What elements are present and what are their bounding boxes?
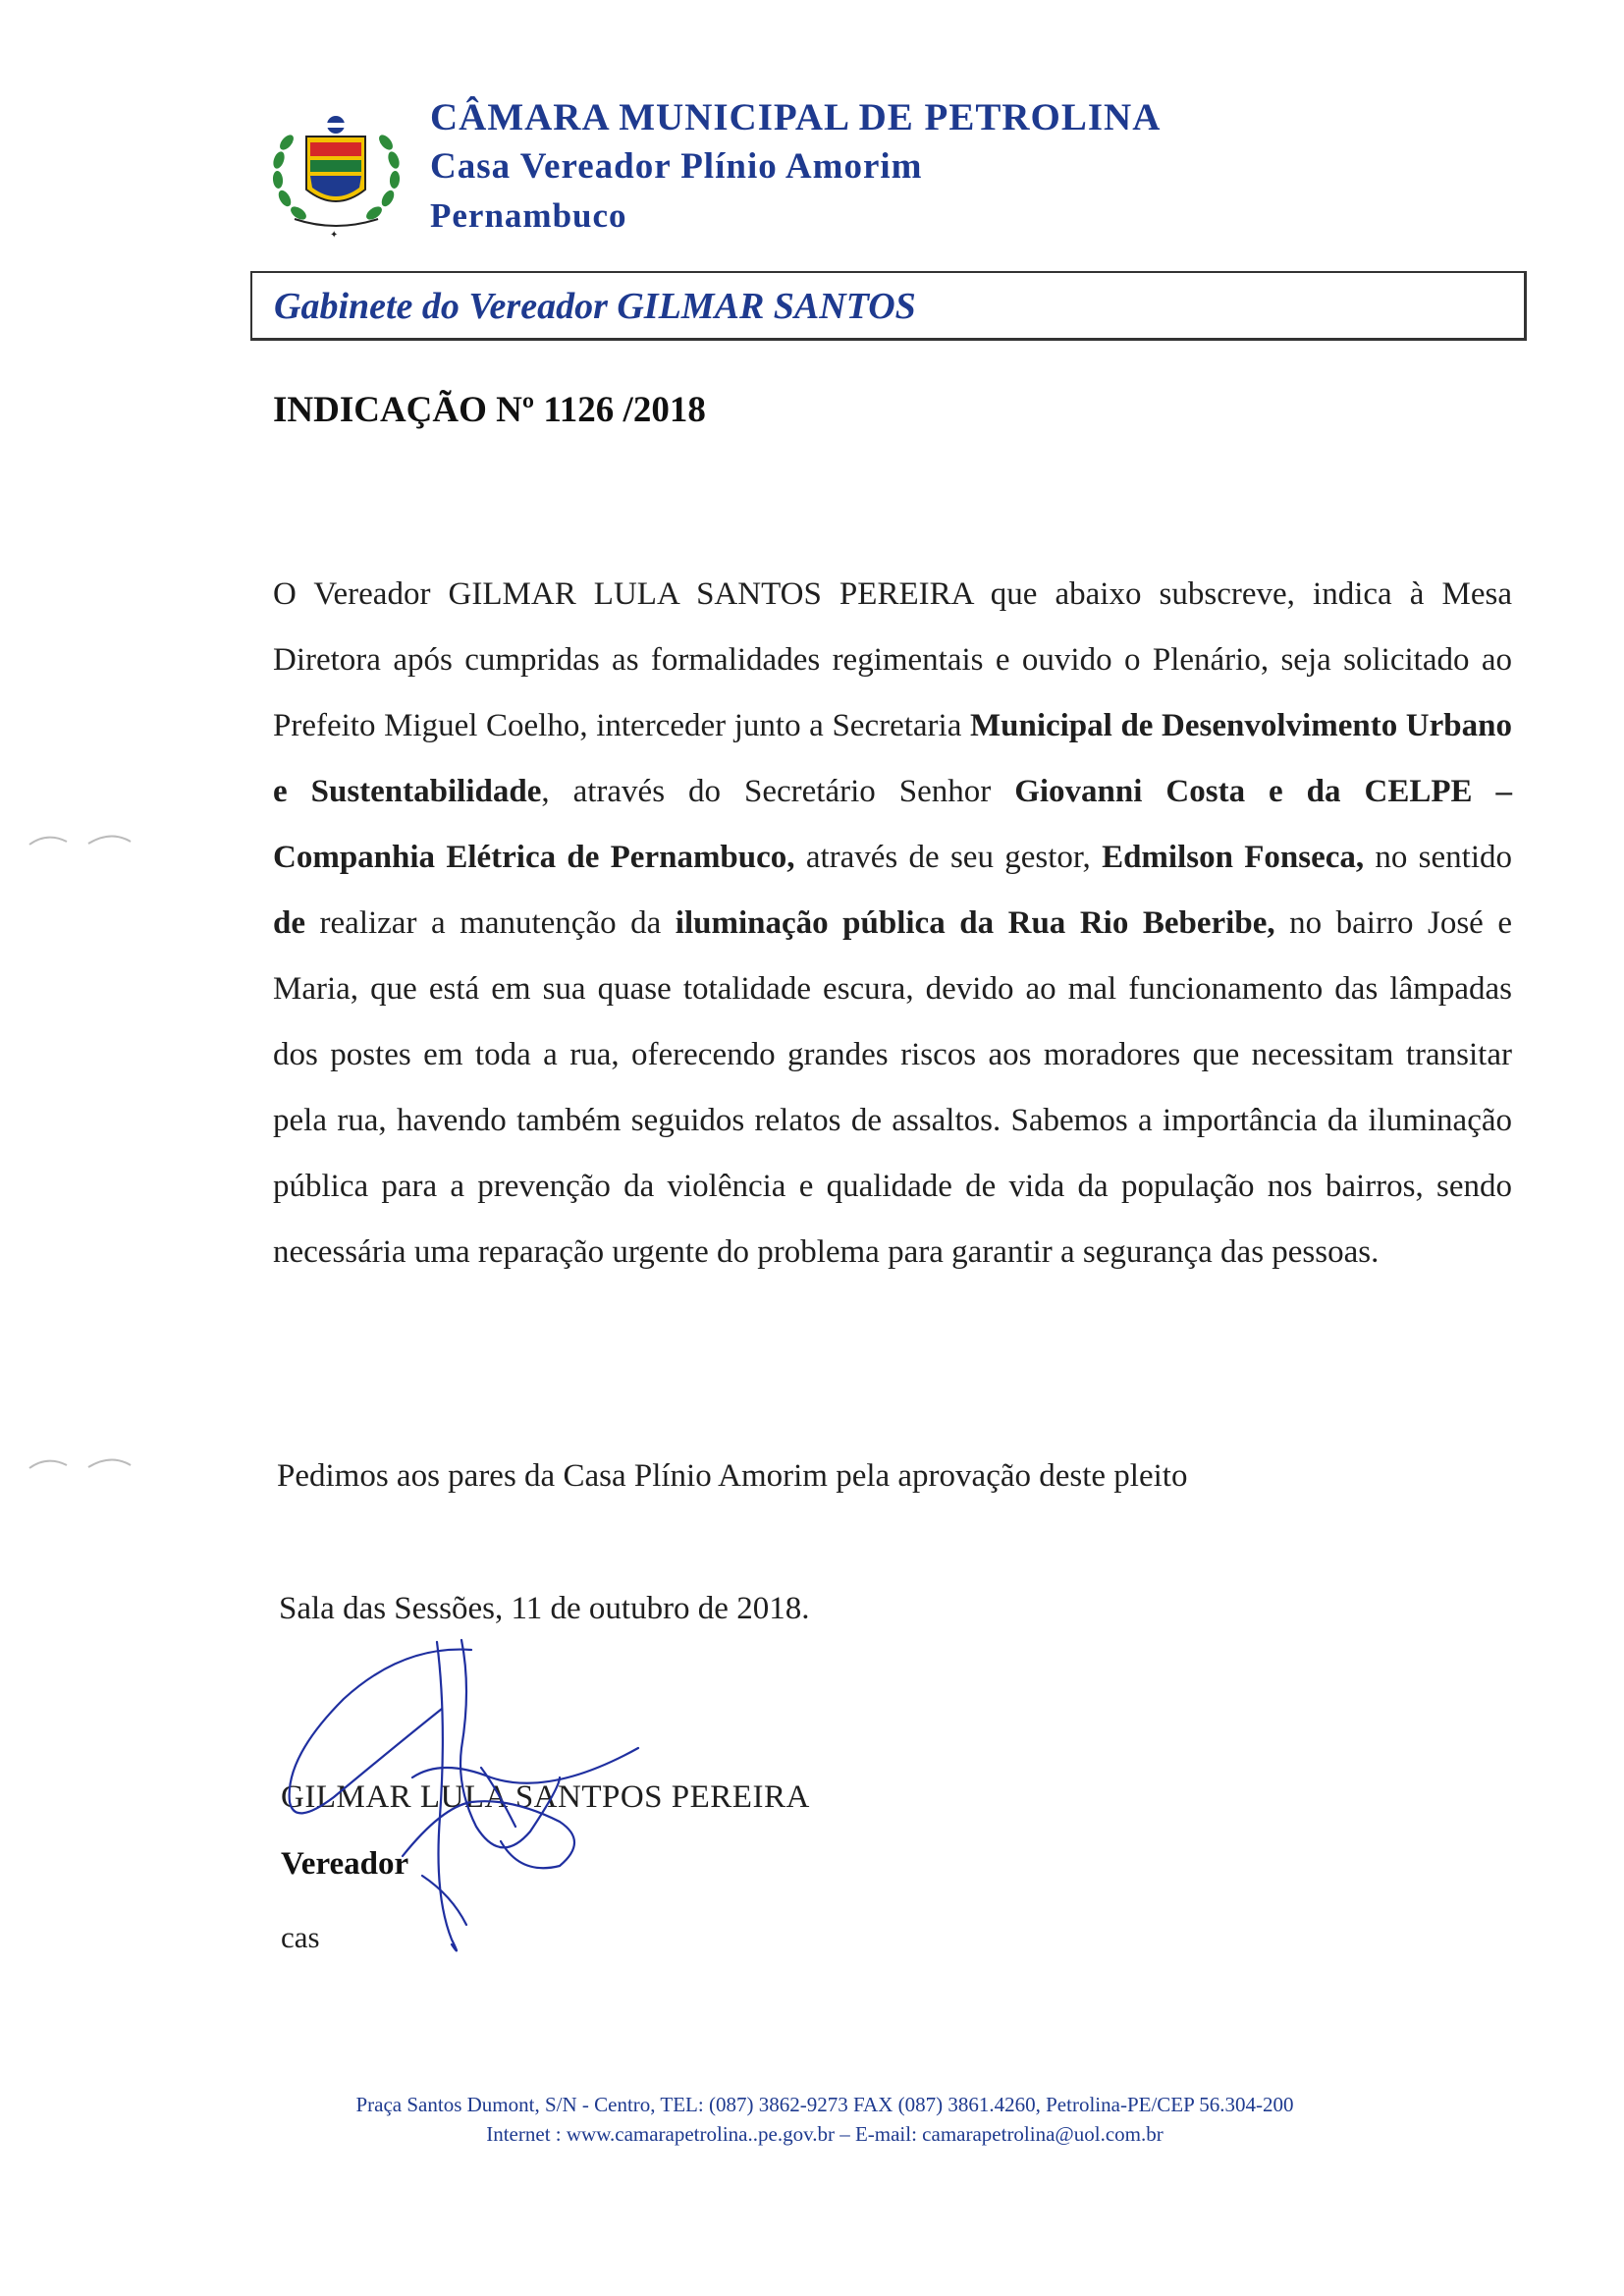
session-date: Sala das Sessões, 11 de outubro de 2018. [279, 1591, 810, 1626]
cabinet-title: Gabinete do Vereador GILMAR SANTOS [274, 286, 916, 327]
institution-state: Pernambuco [430, 196, 627, 235]
municipal-coat-of-arms-icon [265, 103, 407, 241]
institution-name: CÂMARA MUNICIPAL DE PETROLINA [430, 96, 1162, 138]
body-bold-de: de [273, 905, 305, 941]
typist-initials: cas [281, 1920, 320, 1954]
cabinet-banner [250, 271, 1527, 341]
body-bold-street: iluminação pública da Rua Rio Beberibe, [675, 905, 1275, 941]
closing-request: Pedimos aos pares da Casa Plínio Amorim pela aprovação deste pleito [277, 1458, 1188, 1494]
handwritten-signature [265, 1630, 677, 1974]
scan-artifact [27, 830, 135, 849]
svg-text:✦: ✦ [330, 230, 339, 241]
signatory-role: Vereador [281, 1846, 409, 1882]
footer-contact: Internet : www.camarapetrolina..pe.gov.br – E-mail: camarapetrolina@uol.com.br [486, 2122, 1164, 2146]
signatory-name: GILMAR LULA SANTPOS PEREIRA [281, 1779, 810, 1815]
body-text-1: O Vereador GILMAR LULA SANTOS PEREIRA que abaixo subscreve, indica à Mesa Diretora após cumpridas as formalidades regimentais e ouvido o Plenário, seja solicitado ao Prefeito Miguel Coelho, interceder junto a Secretaria [273, 576, 1512, 743]
institution-house: Casa Vereador Plínio Amorim [430, 146, 923, 187]
body-text-6: no bairro José e Maria, que está em sua quase totalidade escura, devido ao mal funcionamento das lâmpadas dos postes em toda a rua, oferecendo grandes riscos aos moradores que necessitam transitar pela rua, havendo também seguidos relatos de assaltos. Sabemos a importância da iluminação pública para a prevenção da violência e qualidade de vida da população nos bairros, sendo necessária uma reparação urgente do problema para garantir a segurança das pessoas. [273, 905, 1512, 1270]
body-text-3: através de seu gestor, [794, 840, 1103, 875]
body-bold-manager: Edmilson Fonseca, [1102, 840, 1365, 875]
scan-artifact [27, 1453, 135, 1473]
body-text-5: realizar a manutenção da [305, 905, 676, 941]
document-body [273, 562, 1512, 1285]
body-bold-secretariat: Municipal de Desenvolvimento Urbano e Sustentabilidade [273, 708, 1512, 809]
body-text-2: , através do Secretário Senhor [541, 774, 1015, 809]
body-bold-secretary-celpe: Giovanni Costa e da CELPE – Companhia Elétrica de Pernambuco, [273, 774, 1513, 875]
letterhead [265, 93, 1443, 250]
body-text-4: no sentido [1364, 840, 1512, 875]
document-title: INDICAÇÃO Nº 1126 /2018 [273, 390, 706, 430]
footer-address: Praça Santos Dumont, S/N - Centro, TEL: (087) 3862-9273 FAX (087) 3861.4260, Petrolina-PE/CEP 56.304-200 [355, 2093, 1294, 2116]
footer [196, 2090, 1453, 2149]
